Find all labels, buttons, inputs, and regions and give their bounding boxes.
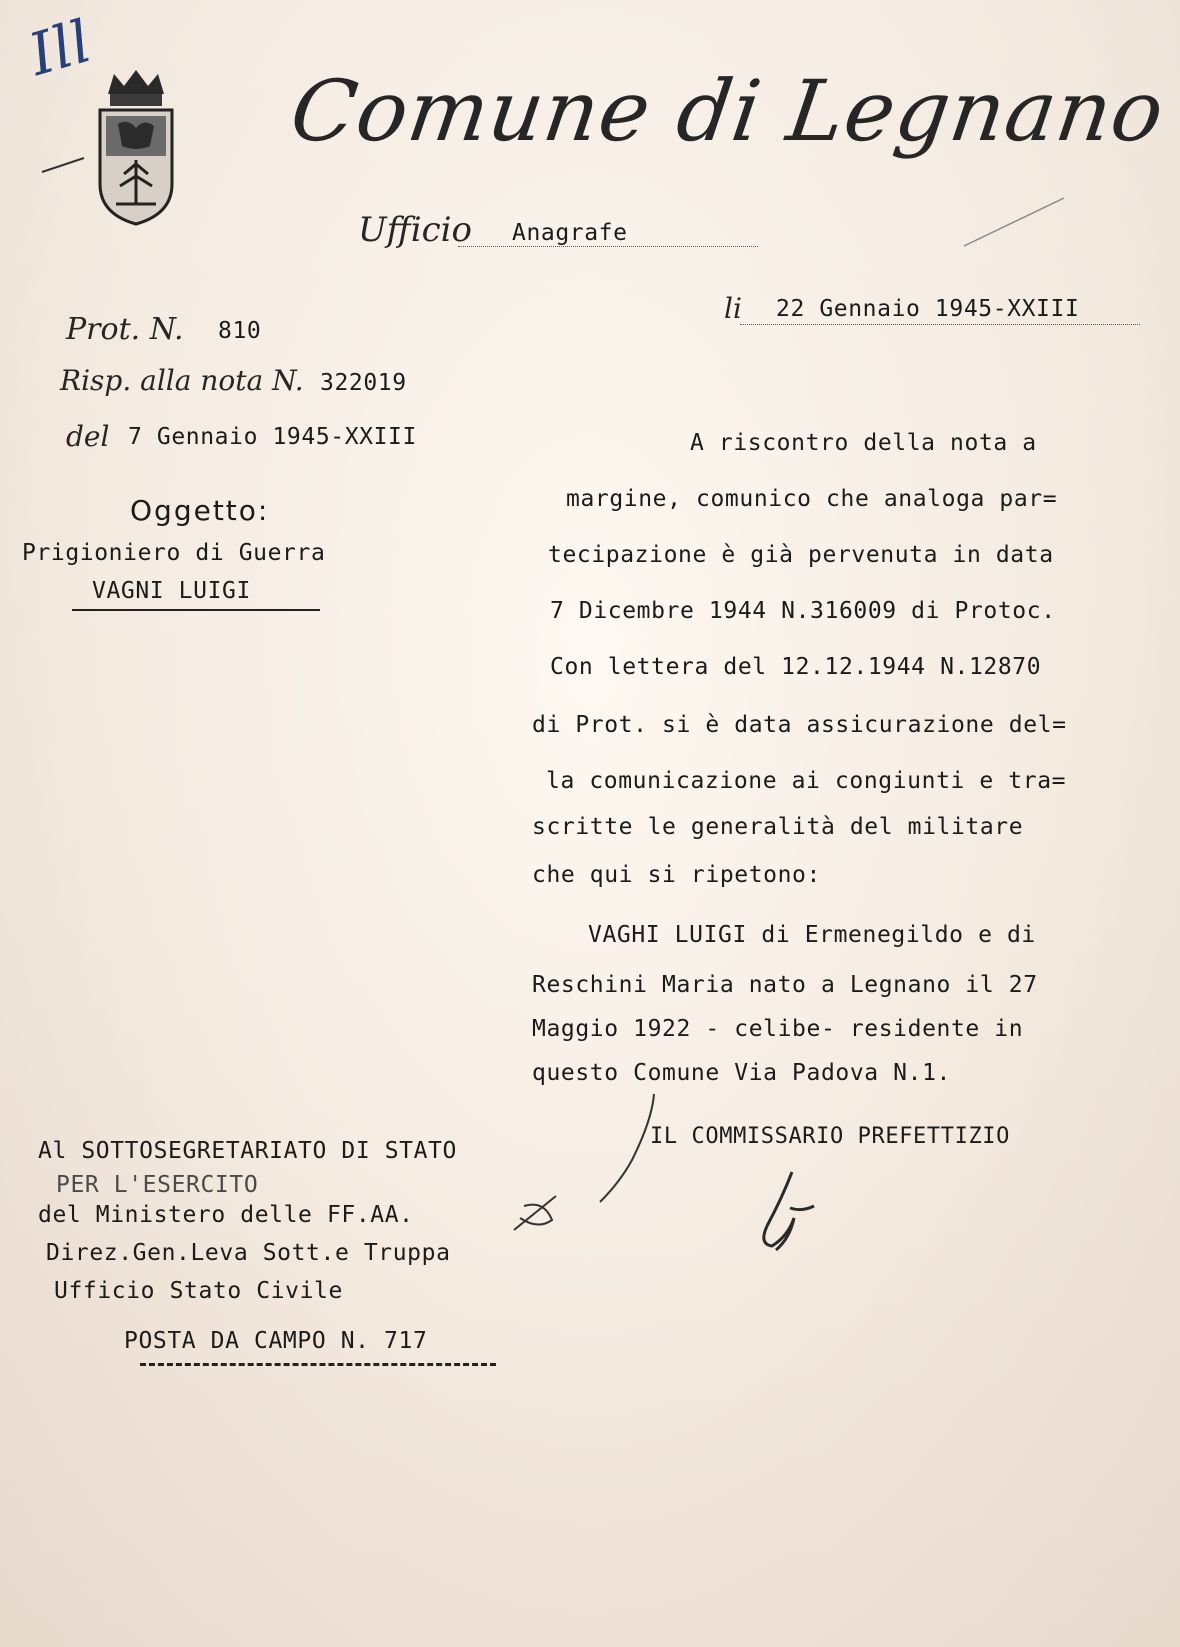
recipient-line-5: Ufficio Stato Civile xyxy=(54,1278,343,1304)
recipient-line-6: POSTA DA CAMPO N. 717 xyxy=(124,1328,428,1354)
date-line xyxy=(740,324,1140,325)
reply-value: 322019 xyxy=(320,370,407,396)
body-line-12: Maggio 1922 - celibe- residente in xyxy=(532,1016,1024,1042)
reply-date-label: del xyxy=(66,420,110,453)
signature-icon xyxy=(742,1168,832,1258)
pencil-stroke xyxy=(960,192,1070,252)
recipient-underline xyxy=(140,1363,496,1366)
body-line-10: VAGHI LUIGI di Ermenegildo e di xyxy=(588,922,1036,948)
body-line-13: questo Comune Via Padova N.1. xyxy=(532,1060,951,1086)
body-line-1: A riscontro della nota a xyxy=(690,430,1037,456)
body-line-5: Con lettera del 12.12.1944 N.12870 xyxy=(550,654,1042,680)
letter-date: 22 Gennaio 1945-XXIII xyxy=(776,296,1080,322)
office-value: Anagrafe xyxy=(512,220,628,246)
letterhead-title: Comune di Legnano xyxy=(285,62,1171,160)
subject-line-2: VAGNI LUIGI xyxy=(92,578,251,604)
coat-of-arms-icon xyxy=(96,64,176,228)
recipient-line-1: Al SOTTOSEGRETARIATO DI STATO xyxy=(38,1138,457,1164)
prot-value: 810 xyxy=(218,318,262,344)
body-line-8: scritte le generalità del militare xyxy=(532,814,1024,840)
subject-underline xyxy=(72,609,320,611)
reply-date-value: 7 Gennaio 1945-XXIII xyxy=(128,424,417,450)
office-label: Ufficio xyxy=(358,210,473,250)
recipient-line-3: del Ministero delle FF.AA. xyxy=(38,1202,414,1228)
body-line-6: di Prot. si è data assicurazione del= xyxy=(532,712,1067,738)
reply-label: Risp. alla nota N. xyxy=(60,364,304,397)
office-line xyxy=(458,246,758,247)
body-line-11: Reschini Maria nato a Legnano il 27 xyxy=(532,972,1038,998)
recipient-line-2: PER L'ESERCITO xyxy=(56,1172,259,1198)
margin-tick xyxy=(40,150,90,180)
prot-label: Prot. N. xyxy=(66,312,184,347)
subject-line-1: Prigioniero di Guerra xyxy=(22,540,326,566)
body-line-4: 7 Dicembre 1944 N.316009 di Protoc. xyxy=(550,598,1056,624)
subject-label: Oggetto: xyxy=(130,494,270,527)
recipient-mark xyxy=(508,1190,562,1236)
body-line-7: la comunicazione ai congiunti e tra= xyxy=(546,768,1067,794)
signature-slash xyxy=(592,1090,672,1210)
body-line-9: che qui si ripetono: xyxy=(532,862,821,888)
signatory-title: IL COMMISSARIO PREFETTIZIO xyxy=(650,1124,1010,1149)
body-line-3: tecipazione è già pervenuta in data xyxy=(548,542,1054,568)
place-prefix: li xyxy=(724,292,742,325)
recipient-line-4: Direz.Gen.Leva Sott.e Truppa xyxy=(46,1240,451,1266)
margin-note: Ill xyxy=(21,7,99,89)
body-line-2: margine, comunico che analoga par= xyxy=(566,486,1058,512)
